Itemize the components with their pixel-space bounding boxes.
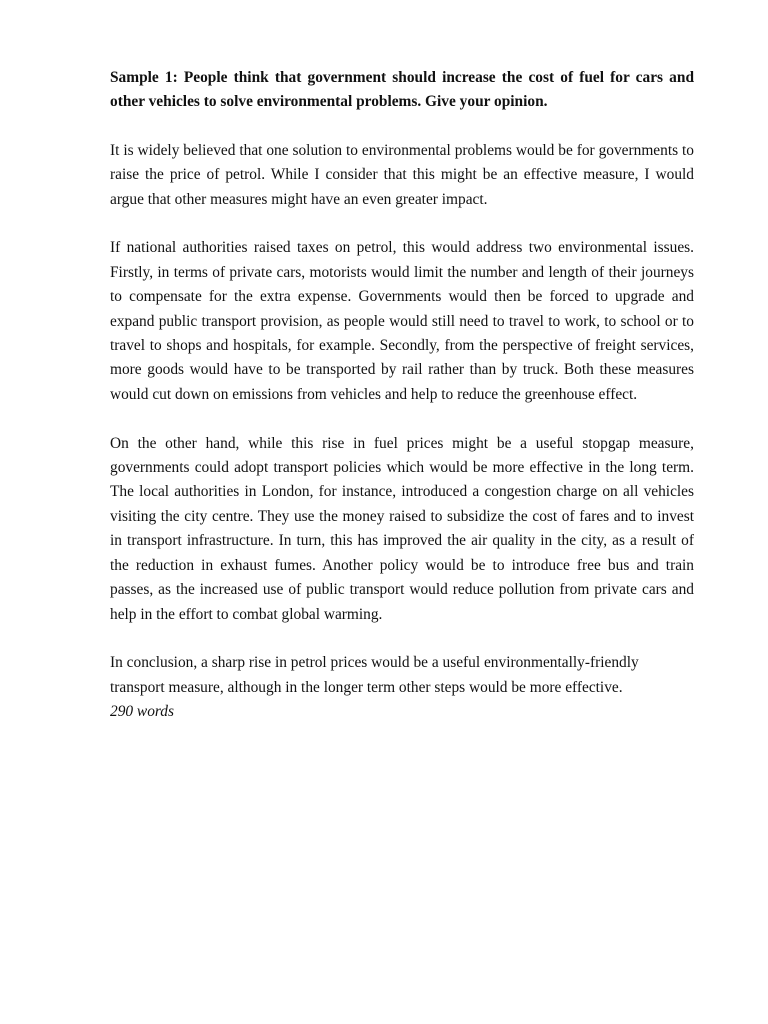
- word-count: 290 words: [110, 703, 174, 721]
- paragraph-body-1: If national authorities raised taxes on petrol, this would address two environmental issues. Firstly, in terms of private cars, motorists would limit the number and length of their journeys to compensate for the extra expense. Governments would then be forced to upgrade and expand public transport provision, as people would still need to travel to work, to school or to travel to shops and hospitals, for example. Secondly, from the perspective of freight services, more goods would have to be transported by rail rather than by truck. Both these measures would cut down on emissions from vehicles and help to reduce the greenhouse effect.: [110, 239, 694, 403]
- paragraph-introduction: It is widely believed that one solution to environmental problems would be for governments to raise the price of petrol. While I consider that this might be an effective measure, I would argue that other measures might have an even greater impact.: [110, 141, 694, 208]
- paragraph-conclusion: In conclusion, a sharp rise in petrol prices would be a useful environmentally-friendly transport measure, although in the longer term other steps would be more effective.: [110, 654, 639, 696]
- essay-heading: Sample 1: People think that government should increase the cost of fuel for cars and other vehicles to solve environmental problems. Give your opinion.: [110, 69, 694, 111]
- paragraph-body-2: On the other hand, while this rise in fuel prices might be a useful stopgap measure, governments could adopt transport policies which would be more effective in the long term. The local authorities in London, for instance, introduced a congestion charge on all vehicles visiting the city centre. They use the money raised to subsidize the cost of fares and to invest in transport infrastructure. In turn, this has improved the air quality in the city, as a result of the reduction in exhaust fumes. Another policy would be to introduce free bus and train passes, as the increased use of public transport would reduce pollution from private cars and help in the effort to combat global warming.: [110, 434, 694, 623]
